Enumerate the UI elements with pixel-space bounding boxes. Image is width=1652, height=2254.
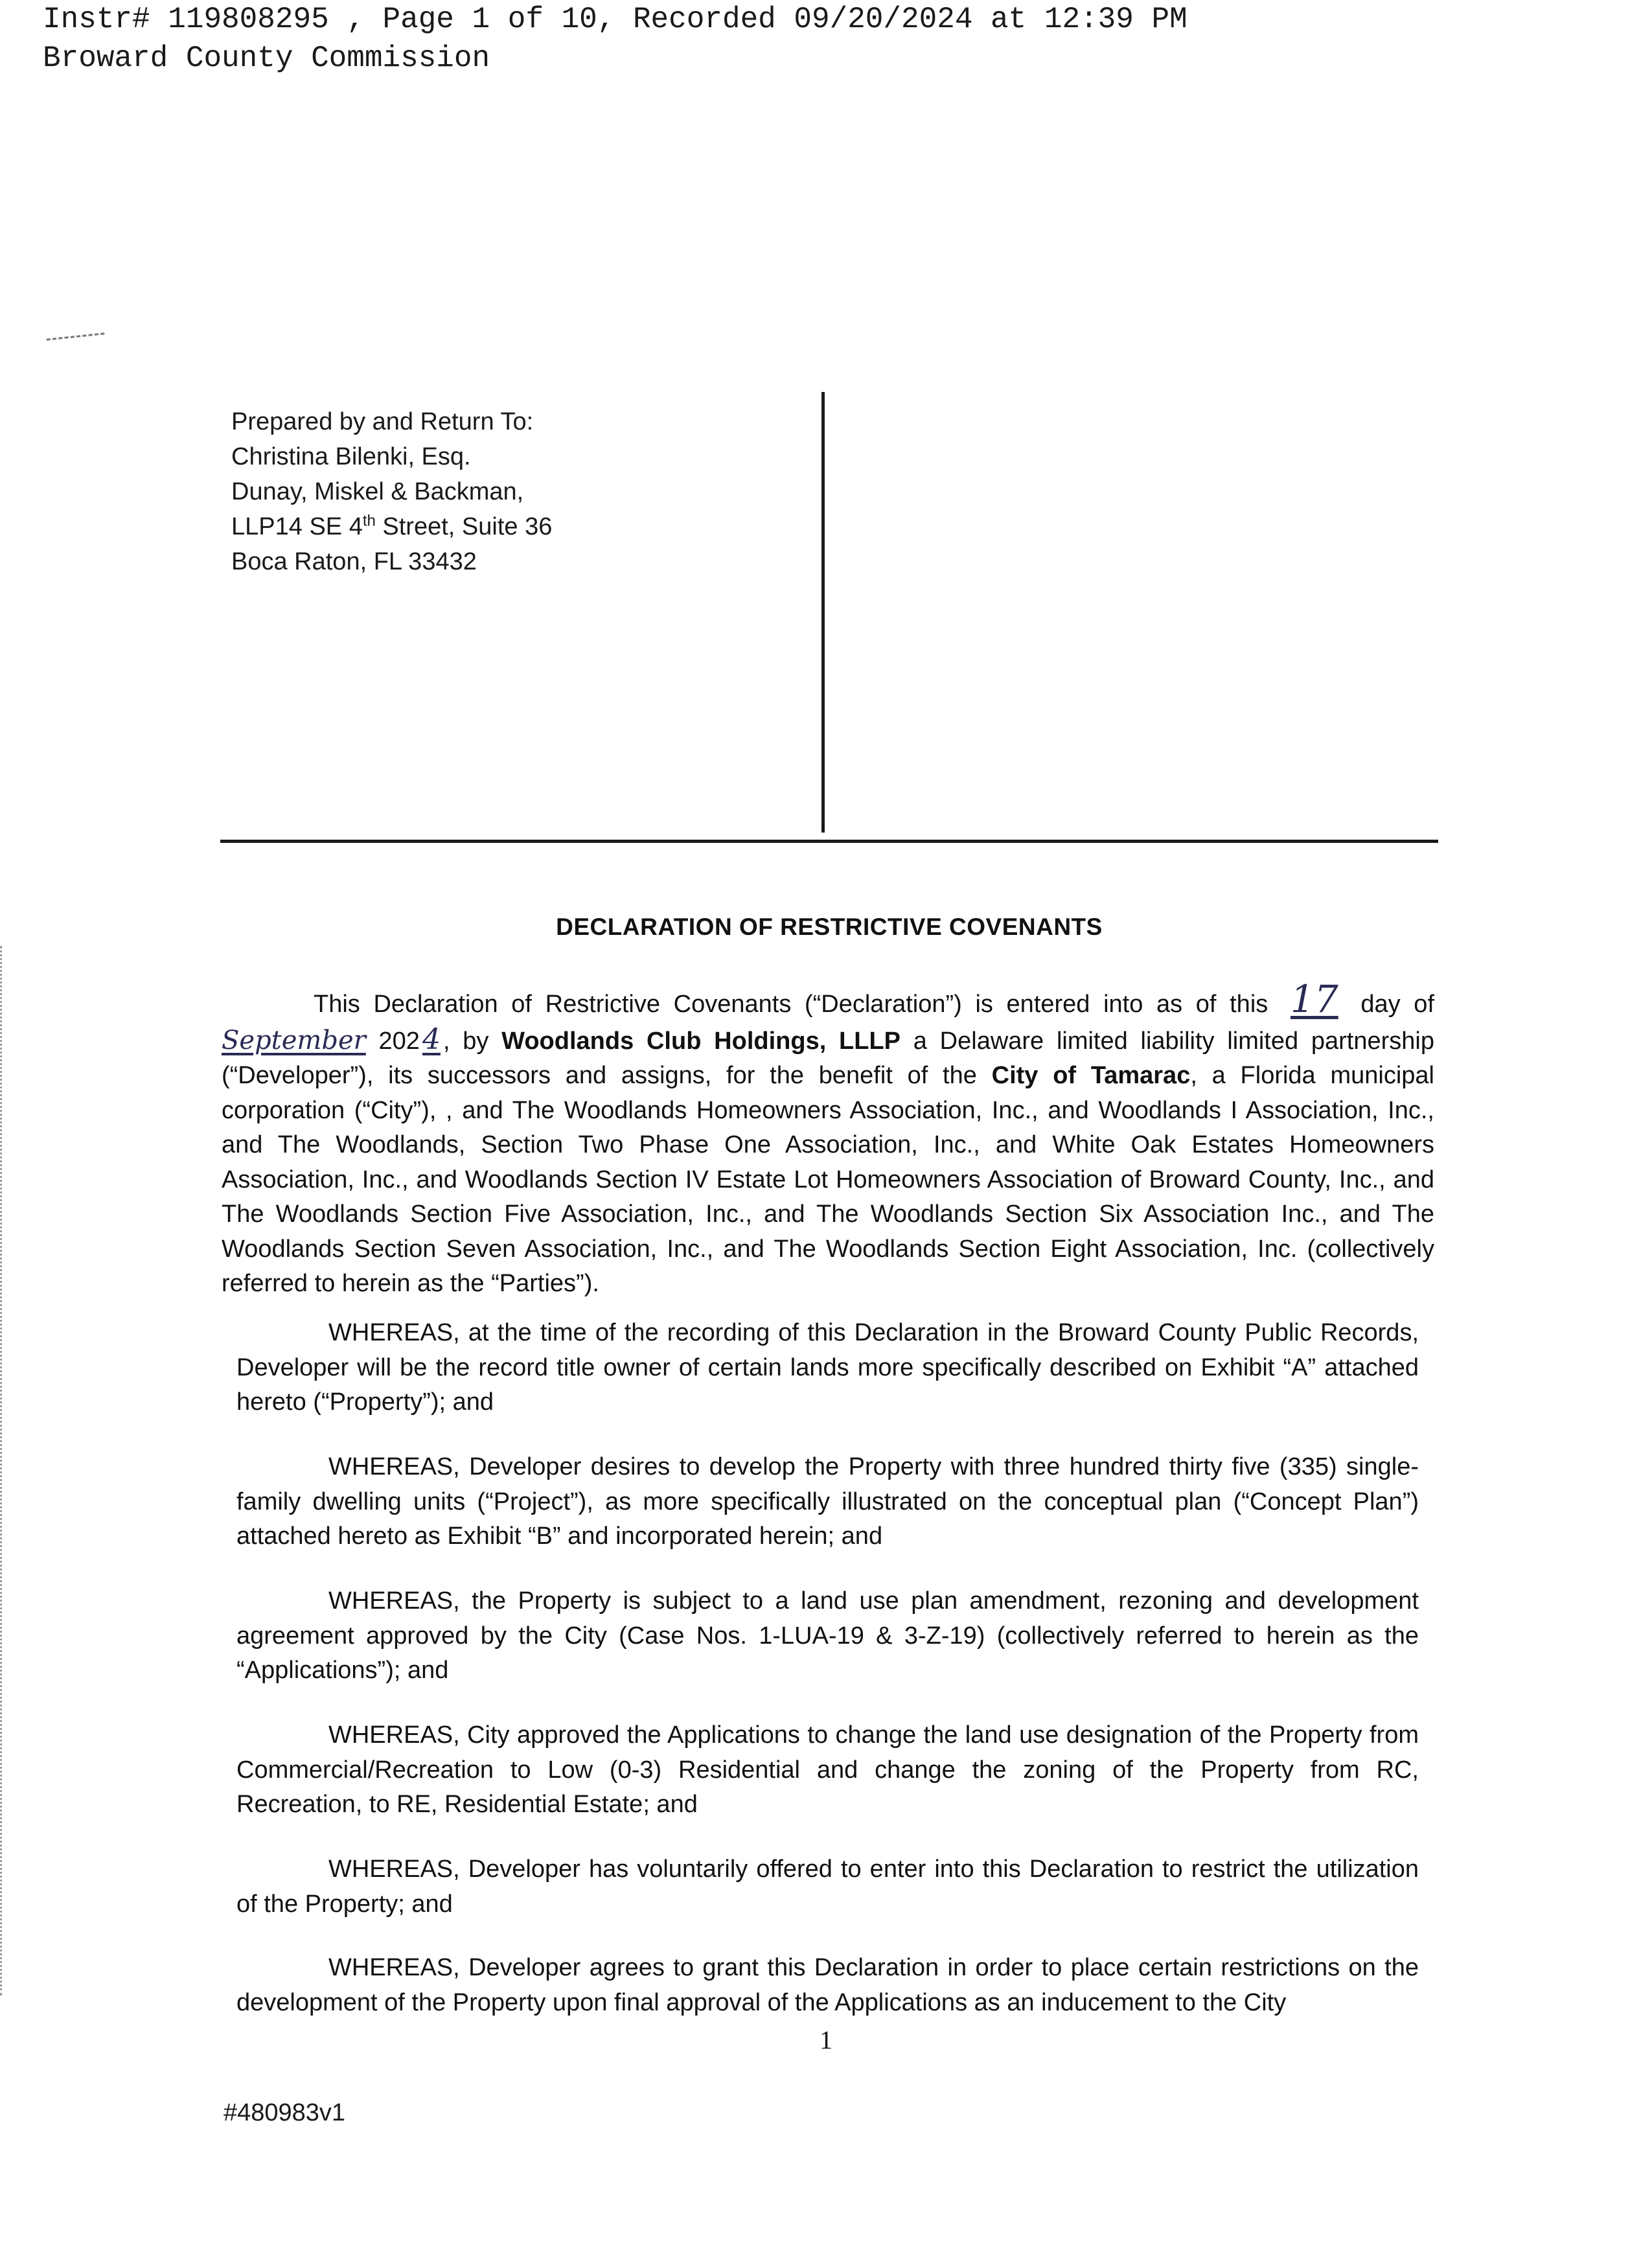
street-address-part-2: Street, Suite 36 xyxy=(375,513,553,540)
recording-stamp-line-1: Instr# 119808295 , Page 1 of 10, Recorded 09/20/2024 at 12:39 PM xyxy=(43,3,1187,36)
whereas-paragraph-1: WHEREAS, at the time of the recording of this Declaration in the Broward County Public Records, Developer will be the record title owner of certain lands more specifically described on Exhibit “A” attached hereto (“Property”); and xyxy=(236,1319,1419,1416)
scan-mark xyxy=(47,332,106,347)
whereas-paragraph-2: WHEREAS, Developer desires to develop the Property with three hundred thirty five (335) single-family dwelling units (“Project”), as more specifically illustrated on the conceptual plan (“Concept Plan”) attached hereto as Exhibit “B” and incorporated herein; and xyxy=(236,1453,1419,1550)
recording-stamp xyxy=(43,0,1187,78)
intro-text-6: , a Florida municipal corporation (“City”), , and The Woodlands Homeowners Association, Inc., and Woodlands I Association, Inc., and The Woodlands, Section Two Phase One Association, Inc., and White Oak Estates Homeowners Association, Inc., and Woodlands Section IV Estate Lot Homeowners Association of Broward County, Inc., and The Woodlands Section Five Association, Inc., and The Woodlands Section Six Association Inc., and The Woodlands Section Seven Association, Inc., and The Woodlands Section Eight Association, Inc. (collectively referred to herein as the “Parties”). xyxy=(222,1062,1434,1297)
document-id: #480983v1 xyxy=(224,2099,346,2126)
page-number: 1 xyxy=(820,2025,832,2054)
law-firm-name: Dunay, Miskel & Backman, xyxy=(231,478,524,505)
prepared-by-block xyxy=(231,404,552,579)
handwritten-year: 4 xyxy=(422,1022,441,1056)
whereas-paragraph-5: WHEREAS, Developer has voluntarily offered to enter into this Declaration to restrict the utilization of the Property; and xyxy=(236,1856,1419,1918)
city-state-zip: Boca Raton, FL 33432 xyxy=(231,548,477,575)
recording-area-divider-horizontal xyxy=(220,840,1438,843)
intro-text-3: 202 xyxy=(365,1027,420,1055)
whereas-paragraph-3: WHEREAS, the Property is subject to a land use plan amendment, rezoning and development agreement approved by the City (Case Nos. 1-LUA-19 & 3-Z-19) (collectively referred to herein as the “Applications”); and xyxy=(236,1587,1419,1684)
intro-text-5: a Delaware limited liability limited partnership (“Developer”), its successors and assigns, for the benefit of the xyxy=(222,1027,1434,1089)
street-address-ordinal: th xyxy=(362,512,376,530)
intro-text-4: , by xyxy=(442,1027,502,1055)
intro-paragraph xyxy=(222,977,1434,1302)
handwritten-day: 17 xyxy=(1290,977,1338,1021)
city-name: City of Tamarac xyxy=(991,1062,1191,1089)
document-title: DECLARATION OF RESTRICTIVE COVENANTS xyxy=(556,914,1103,940)
scan-edge-marks xyxy=(0,946,5,1995)
intro-text-2: day of xyxy=(1347,991,1434,1018)
preparer-name: Christina Bilenki, Esq. xyxy=(231,443,471,470)
whereas-paragraph-6: WHEREAS, Developer agrees to grant this Declaration in order to place certain restrictions on the development of the Property upon final approval of the Applications as an inducement to the City xyxy=(236,1954,1419,2016)
whereas-paragraph-4: WHEREAS, City approved the Applications to change the land use designation of the Property from Commercial/Recreation to Low (0-3) Residential and change the zoning of the Property from RC, Recreation, to RE, Residential Estate; and xyxy=(236,1721,1419,1818)
street-address xyxy=(231,509,552,544)
recording-stamp-line-2: Broward County Commission xyxy=(43,41,490,75)
developer-name: Woodlands Club Holdings, LLLP xyxy=(501,1027,901,1055)
handwritten-month: September xyxy=(222,1025,366,1055)
recording-area-divider-vertical xyxy=(821,392,825,833)
street-address-part-1: LLP14 SE 4 xyxy=(231,513,363,540)
prepared-by-heading: Prepared by and Return To: xyxy=(231,408,534,435)
intro-text-1: This Declaration of Restrictive Covenants (“Declaration”) is entered into as of this xyxy=(314,991,1281,1018)
